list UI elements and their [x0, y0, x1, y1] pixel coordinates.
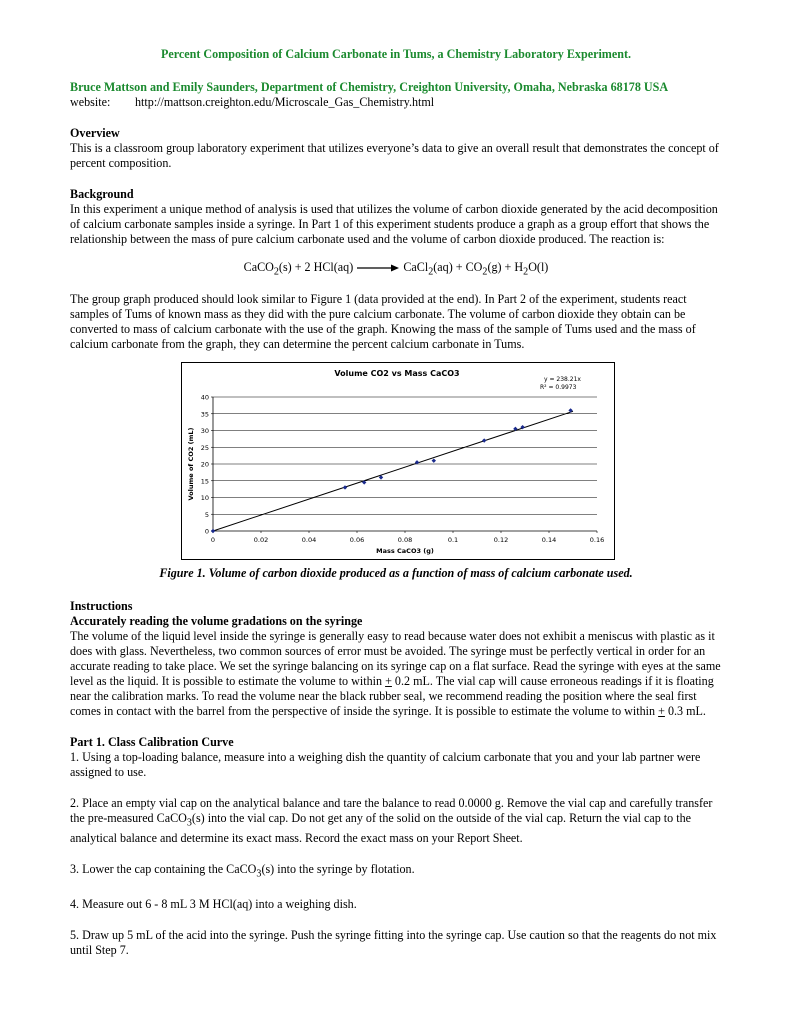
overview-heading: Overview [70, 126, 120, 140]
background-text-2: The group graph produced should look similar to Figure 1 (data provided at the end). In Part 2 of the experiment, students react samples of Tums of known mass as they did with the pure calcium carbonate. The volume of carbon dioxide they obtain can be converted to mass of calcium carbonate with the use of the graph. Knowing the mass of the sample of Tums used and the mass of calcium carbonate from the graph, they can determine the percent calcium carbonate in Tums. [70, 292, 696, 352]
x-tick-label: 0.14 [541, 536, 557, 545]
document-page [70, 40, 722, 958]
part1-step-2: 2. Place an empty vial cap on the analytical balance and tare the balance to read 0.0000 g. Remove the vial cap and carefully transfer the pre-measured CaCO$_3$(s) into the vial cap. Do not get any of the solid on the outside of the vial cap. Return the vial cap to the analytical balance and determine its exact mass. Record the exact mass on your Report Sheet. [70, 796, 713, 845]
trendline-equation: y = 238.21x [544, 376, 581, 384]
trendline-r2: R² = 0.9973 [540, 384, 577, 392]
x-tick-label: 0.12 [493, 536, 509, 545]
data-point [343, 486, 347, 490]
part1-step-4: 4. Measure out 6 - 8 mL 3 M HCl(aq) into a weighing dish. [70, 897, 357, 912]
trendline [213, 412, 573, 532]
equation-left: CaCO$_2$(s) + 2 HCl(aq) [243, 260, 354, 278]
y-axis-label: Volume of CO2 (mL) [187, 427, 195, 501]
chart-title: Volume CO2 vs Mass CaCO3 [334, 369, 460, 379]
x-tick-label: 0.08 [397, 536, 413, 545]
instructions-text: The volume of the liquid level inside the syringe is generally easy to read because water does not exhibit a meniscus with plastic as it does with glass. Nevertheless, two common sources of error must be avoided. The syringe must be perfectly vertical in order for an accurate reading to take place. We set the syringe balancing on its syringe cap on a flat surface. Read the syringe with eyes at the same level as the liquid. It is possible to estimate the volume to within + 0.2 mL. The vial cap will cause erroneous readings if it is floating near the calibration marks. To read the volume near the black rubber seal, we recommend reading the position where the seal first comes in contact with the barrel from the perspective of inside the syringe. It is possible to estimate the volume to within + 0.3 mL. [70, 629, 721, 719]
y-tick-label: 25 [200, 444, 209, 453]
reaction-arrow-icon [356, 263, 400, 273]
equation-right: CaCl$_2$(aq) + $CO_2(g) + H_2O(l)$ [403, 260, 549, 278]
y-tick-label: 40 [200, 393, 209, 402]
chart-svg [182, 363, 614, 559]
authors-line: Bruce Mattson and Emily Saunders, Department of Chemistry, Creighton University, Omaha, Nebraska 68178 USA [70, 80, 669, 94]
x-axis-label: Mass CaCO3 (g) [376, 547, 434, 556]
data-point [432, 459, 436, 463]
website-url: http://mattson.creighton.edu/Microscale_Gas_Chemistry.html [135, 95, 435, 109]
data-point [482, 439, 486, 443]
x-tick-label: 0.1 [447, 536, 459, 545]
y-tick-label: 20 [200, 460, 209, 469]
data-point [211, 529, 215, 533]
part1-heading: Part 1. Class Calibration Curve [70, 735, 234, 750]
y-tick-label: 5 [204, 511, 209, 520]
background-text: In this experiment a unique method of analysis is used that utilizes the volume of carbon dioxide generated by the acid decomposition of calcium carbonate samples inside a syringe. In Part 1 of this experiment students produce a graph as a group effort that shows the relationship between the mass of pure calcium carbonate used and the volume of carbon dioxide produced. The reaction is: [70, 202, 718, 246]
overview-text: This is a classroom group laboratory experiment that utilizes everyone’s data to give an overall result that demonstrates the concept of percent composition. [70, 141, 719, 170]
figure-caption: Figure 1. Volume of carbon dioxide produced as a function of mass of calcium carbonate used. [159, 566, 633, 581]
y-tick-label: 15 [200, 477, 209, 486]
website-line [70, 95, 722, 110]
part1-step-3: 3. Lower the cap containing the CaCO$_3$(s) into the syringe by flotation. [70, 861, 415, 880]
figure-1-chart [181, 362, 615, 560]
background-heading: Background [70, 187, 134, 201]
y-tick-label: 10 [200, 494, 209, 503]
x-tick-label: 0.16 [589, 536, 605, 545]
instructions-subheading: Accurately reading the volume gradations on the syringe [70, 614, 363, 629]
part1-step-5: 5. Draw up 5 mL of the acid into the syringe. Push the syringe fitting into the syringe cap. Use caution so that the reagents do not mix until Step 7. [70, 928, 717, 958]
x-tick-label: 0.04 [301, 536, 317, 545]
x-tick-label: 0.02 [253, 536, 269, 545]
reaction-equation [70, 260, 722, 279]
x-tick-label: 0 [210, 536, 216, 545]
part1-step-1: 1. Using a top-loading balance, measure into a weighing dish the quantity of calcium carbonate that you and your lab partner were assigned to use. [70, 750, 701, 780]
y-tick-label: 35 [200, 410, 209, 419]
website-label: website: [70, 95, 111, 109]
plus-minus-symbol: + [658, 704, 665, 719]
y-tick-label: 30 [200, 427, 209, 436]
plus-minus-symbol: + [385, 674, 392, 689]
instructions-heading: Instructions [70, 599, 133, 614]
y-tick-label: 0 [204, 527, 209, 536]
document-title: Percent Composition of Calcium Carbonate in Tums, a Chemistry Laboratory Experiment. [160, 47, 632, 61]
x-tick-label: 0.06 [349, 536, 365, 545]
